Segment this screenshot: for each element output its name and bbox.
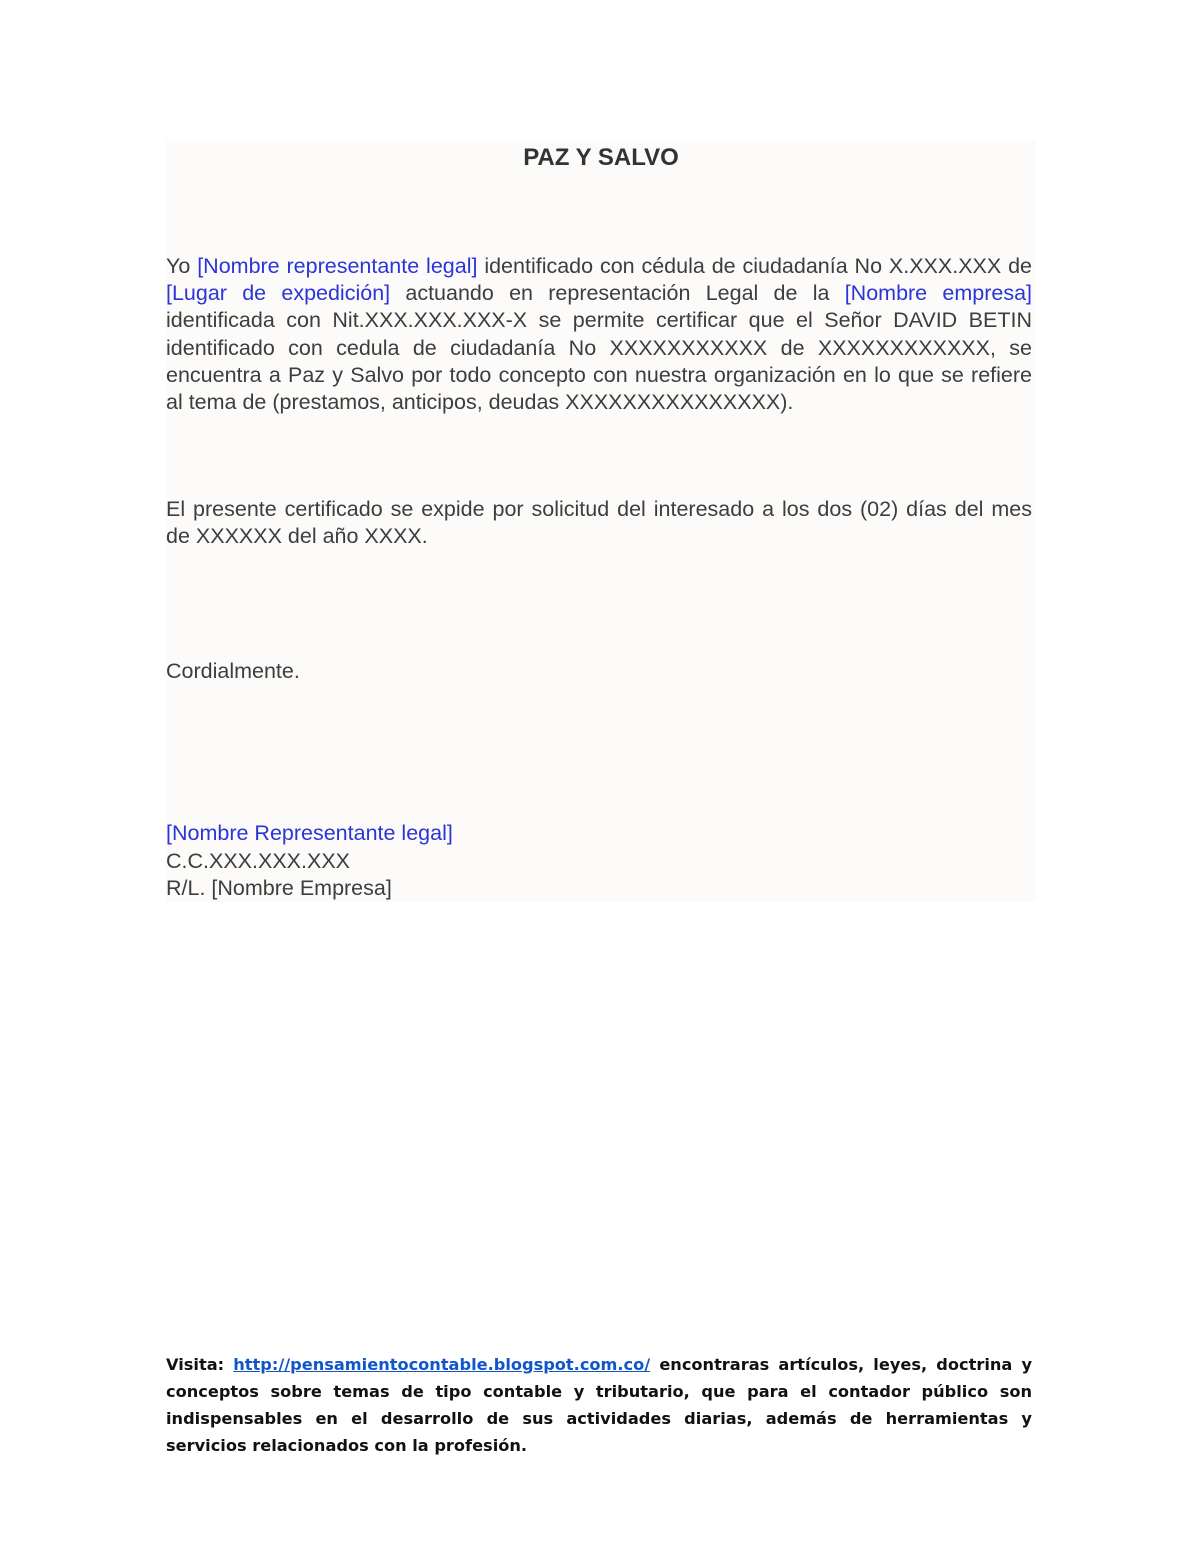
signature-name: [Nombre Representante legal] xyxy=(166,821,453,845)
placeholder-company-name: [Nombre empresa] xyxy=(844,281,1033,306)
closing-text: Cordialmente. xyxy=(166,659,300,683)
text-segment: actuando en representación Legal de la xyxy=(390,281,845,306)
document-title: PAZ Y SALVO xyxy=(523,144,679,171)
signature-id: C.C.XXX.XXX.XXX xyxy=(166,848,351,873)
certificate-paragraph xyxy=(166,253,1032,416)
text-segment: identificado con cédula de ciudadanía No X.XXX.XXX de xyxy=(477,254,1032,278)
signature-block xyxy=(166,820,453,903)
placeholder-representative-name: [Nombre representante legal] xyxy=(197,254,478,278)
footer-text: encontraras artículos, leyes, doctrina y conceptos sobre temas de tipo contable y tributario, que para el contador público son indispensables en el desarrollo de sus actividades diarias, además de herramientas y servicios relacionados con la profesión. xyxy=(166,1355,1033,1455)
footer-link[interactable]: http://pensamientocontable.blogspot.com.co/ xyxy=(233,1355,651,1374)
placeholder-issue-place: [Lugar de expedición] xyxy=(166,281,391,306)
footer-lead: Visita: xyxy=(166,1355,234,1374)
footer-note xyxy=(166,1351,1032,1459)
text-segment: identificada con Nit.XXX.XXX.XXX-X se permite certificar que el Señor DAVID BETIN identificado con cedula de ciudadanía No XXXXXXXXXXX de XXXXXXXXXXXX, se encuentra a Paz y Salvo por todo concepto con nuestra organización en lo que se refiere al tema de (prestamos, anticipos, deudas XXXXXXXXXXXXXXX). xyxy=(166,308,1032,415)
signature-company: R/L. [Nombre Empresa] xyxy=(166,876,392,900)
issuance-paragraph: El presente certificado se expide por solicitud del interesado a los dos (02) días del mes de XXXXXX del año XXXX. xyxy=(166,497,1032,549)
text-segment: Yo xyxy=(166,254,198,278)
